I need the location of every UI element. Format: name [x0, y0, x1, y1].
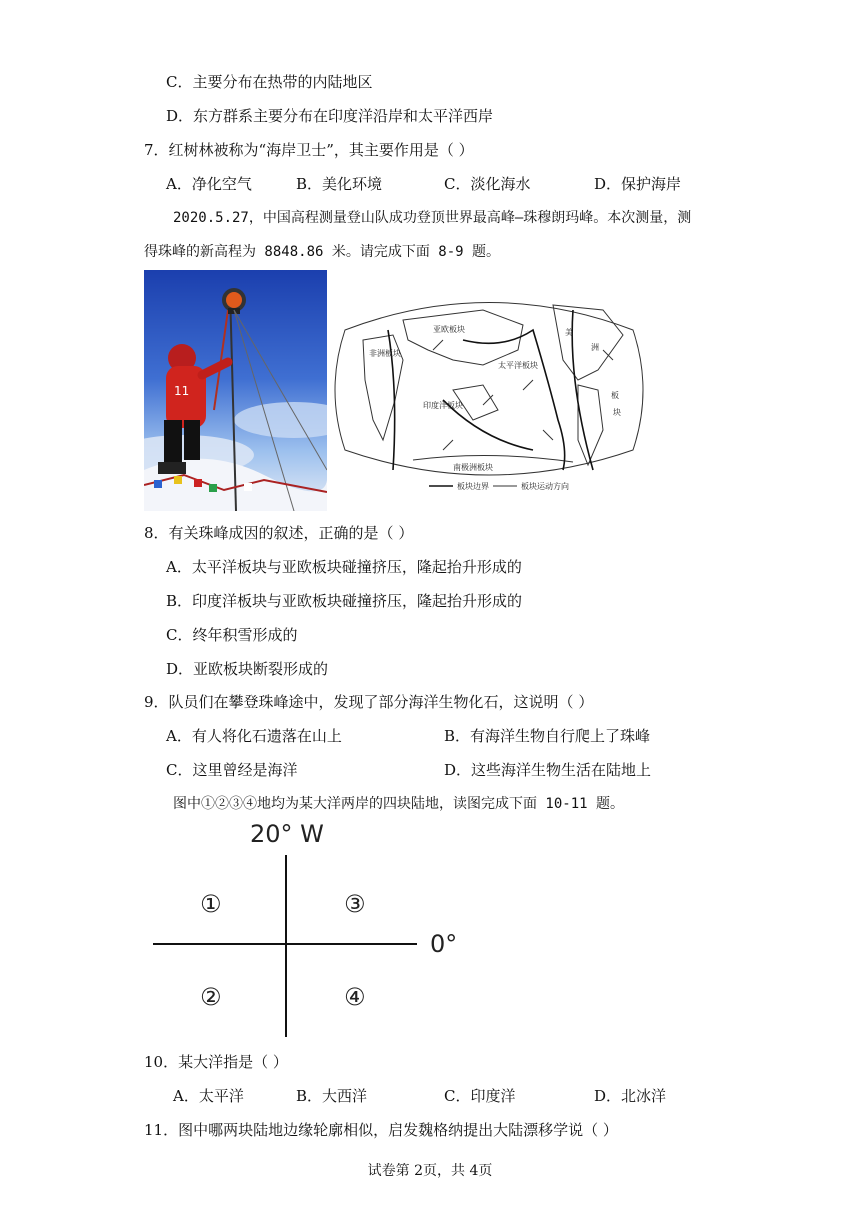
- legend-plate-direction: 板块运动方向: [521, 482, 569, 491]
- page-footer: 试卷第 2页，共 4页: [367, 1163, 493, 1179]
- q9-option-d: D．这些海洋生物生活在陆地上: [444, 761, 652, 779]
- label-indian-ocean-plate: 印度洋板块: [423, 401, 463, 410]
- q8-option-c: C．终年积雪形成的: [166, 626, 298, 644]
- q9-option-b: B．有海洋生物自行爬上了珠峰: [444, 727, 651, 745]
- label-american-plate-3: 板: [611, 391, 619, 400]
- label-american-plate-1: 美: [565, 328, 573, 337]
- intro-10-11: 图中①②③④地均为某大洋两岸的四块陆地，读图完成下面 10-11 题。: [173, 796, 624, 812]
- meridian-label: 20° W: [250, 820, 324, 848]
- svg-text:11: 11: [174, 384, 190, 398]
- intro-8-9-line2: 得珠峰的新高程为 8848.86 米。请完成下面 8-9 题。: [144, 244, 501, 260]
- label-american-plate-2: 洲: [591, 343, 599, 352]
- q10-stem: 10．某大洋指是（ ）: [144, 1053, 288, 1071]
- land-4: ④: [344, 983, 366, 1011]
- legend-plate-boundary: 板块边界: [457, 482, 489, 491]
- label-pacific-plate: 太平洋板块: [498, 361, 538, 370]
- meridian-line: [285, 855, 287, 1037]
- q9-option-a: A．有人将化石遗落在山上: [166, 727, 342, 745]
- everest-summit-photo: [144, 270, 327, 511]
- q10-option-b: B．大西洋: [296, 1087, 368, 1105]
- land-1: ①: [200, 890, 222, 918]
- intro-8-9-line1: 2020.5.27，中国高程测量登山队成功登顶世界最高峰—珠穆朗玛峰。本次测量，测: [173, 210, 692, 226]
- land-2: ②: [200, 983, 222, 1011]
- q11-stem: 11．图中哪两块陆地边缘轮廓相似，启发魏格纳提出大陆漂移学说（ ）: [144, 1121, 618, 1139]
- q7-stem: 7．红树林被称为“海岸卫士”，其主要作用是（ ）: [144, 141, 474, 159]
- q10-option-c: C．印度洋: [444, 1087, 516, 1105]
- label-african-plate: 非洲板块: [369, 349, 401, 358]
- land-3: ③: [344, 890, 366, 918]
- q9-option-c: C．这里曾经是海洋: [166, 761, 298, 779]
- equator-line: [153, 943, 417, 945]
- label-american-plate-4: 块: [613, 408, 621, 417]
- q7-option-d: D．保护海岸: [594, 175, 682, 193]
- plate-tectonics-map: [333, 290, 645, 495]
- q8-option-d: D．亚欧板块断裂形成的: [166, 660, 329, 678]
- label-eurasian-plate: 亚欧板块: [433, 325, 465, 334]
- q7-option-b: B．美化环境: [296, 175, 383, 193]
- q8-option-b: B．印度洋板块与亚欧板块碰撞挤压，隆起抬升形成的: [166, 592, 523, 610]
- q6-option-c: C．主要分布在热带的内陆地区: [166, 73, 373, 91]
- q10-option-a: A．太平洋: [173, 1087, 244, 1105]
- q8-stem: 8．有关珠峰成因的叙述，正确的是（ ）: [144, 524, 414, 542]
- q6-option-d: D．东方群系主要分布在印度洋沿岸和太平洋西岸: [166, 107, 494, 125]
- q10-option-d: D．北冰洋: [594, 1087, 667, 1105]
- q7-option-a: A．净化空气: [166, 175, 252, 193]
- q7-option-c: C．淡化海水: [444, 175, 531, 193]
- q9-stem: 9．队员们在攀登珠峰途中，发现了部分海洋生物化石，这说明（ ）: [144, 693, 594, 711]
- climber-illustration: [144, 270, 327, 511]
- equator-label: 0°: [430, 930, 458, 958]
- q8-option-a: A．太平洋板块与亚欧板块碰撞挤压，隆起抬升形成的: [166, 558, 522, 576]
- label-antarctic-plate: 南极洲板块: [453, 463, 493, 472]
